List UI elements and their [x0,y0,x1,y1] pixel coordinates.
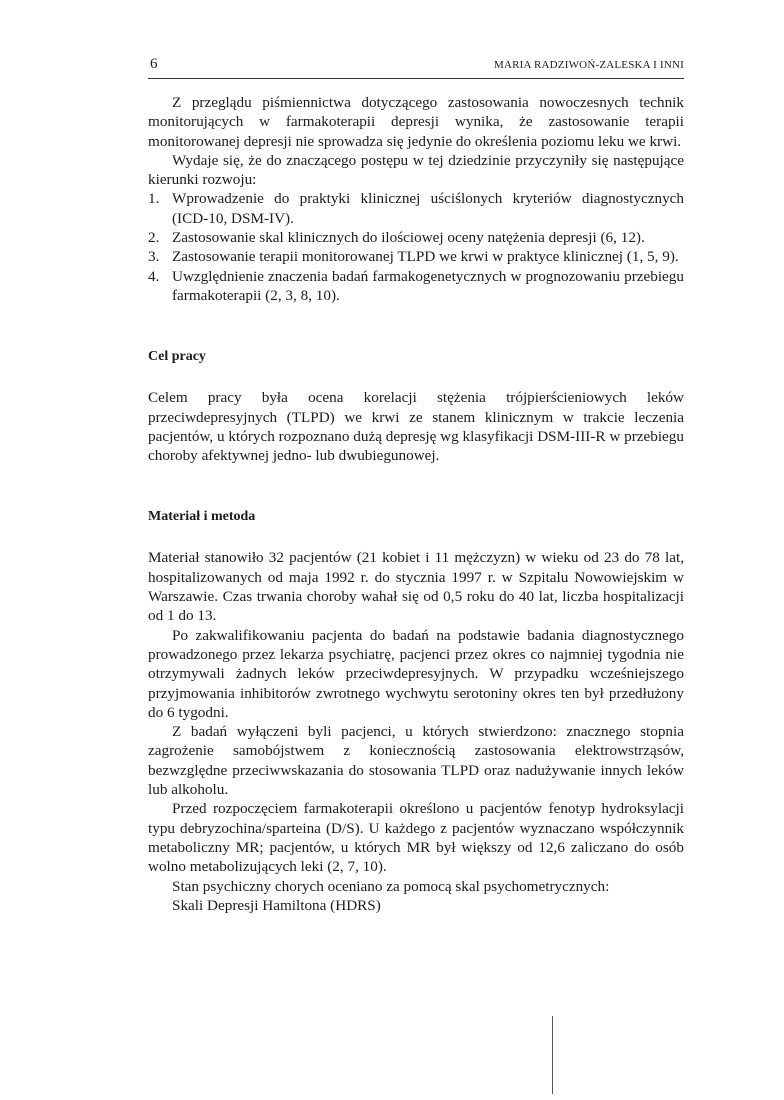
methods-paragraph: Po zakwalifikowaniu pacjenta do badań na podstawie badania diagnostycznego prowadzonego przez lekarza psychiatrę, pacjenci przez okres co najmniej tygodnia nie otrzymywali żadnych leków przeciwdepresyjnych. W przypadku wcześniejszego przyjmowania inhibitorów zwrotnego wychwytu serotoniny okres ten był przedłużony do 6 tygodni. [148,626,684,721]
list-item [148,267,684,306]
methods-paragraph: Materiał stanowiło 32 pacjentów (21 kobiet i 11 mężczyzn) w wieku od 23 do 78 lat, hospitalizowanych od maja 1992 r. do stycznia 1997 r. w Szpitalu Nowowiejskim w Warszawie. Czas trwania choroby wahał się od 0,5 roku do 40 lat, liczba hospitalizacji od 1 do 13. [148,549,684,625]
methods-paragraph: Z badań wyłączeni byli pacjenci, u których stwierdzono: znacznego stopnia zagrożenie samobójstwem z koniecznością zastosowania elektrowstrząsów, bezwzględne przeciwwskazania do stosowania TLPD oraz nadużywanie innych leków lub alkoholu. [148,723,684,799]
margin-rule [552,1016,553,1094]
page-body [148,93,684,915]
list-item-number: 4. [148,267,160,285]
list-item-text: Zastosowanie skal klinicznych do ilościowej oceny natężenia depresji (6, 12). [172,229,645,247]
intro-paragraph: Z przeglądu piśmiennictwa dotyczącego zastosowania nowoczesnych technik monitorujących w farmakoterapii depresji wynika, że zastosowanie terapii monitorowanej depresji nie sprowadza się jedynie do określenia poziomu leku we krwi. [148,94,684,150]
list-item-text: Zastosowanie terapii monitorowanej TLPD we krwi w praktyce klinicznej (1, 5, 9). [172,248,679,266]
list-item-number: 3. [148,248,160,266]
list-item-text: Wprowadzenie do praktyki klinicznej uściślonych kryteriów diagnostycznych (ICD-10, DSM-IV). [172,190,684,227]
list-item-number: 1. [148,190,160,208]
list-item [148,247,684,266]
running-head-title: MARIA RADZIWOŃ-ZALESKA I INNI [493,59,684,71]
methods-paragraph: Skali Depresji Hamiltona (HDRS) [172,896,381,914]
methods-paragraph: Stan psychiczny chorych oceniano za pomocą skal psychometrycznych: [172,877,610,895]
aim-paragraph: Celem pracy była ocena korelacji stężenia trójpierścieniowych leków przeciwdepresyjnych (TLPD) we krwi ze stanem klinicznym w trakcie leczenia pacjentów, u których rozpoznano dużą depresję wg klasyfikacji DSM-III-R w przebiegu choroby afektywnej jedno- lub dwubiegunowej. [148,389,684,465]
list-item-number: 2. [148,229,160,247]
page-number: 6 [150,56,158,72]
running-header [148,56,684,79]
methods-paragraph: Przed rozpoczęciem farmakoterapii określono u pacjentów fenotyp hydroksylacji typu debryzochina/sparteina (D/S). U każdego z pacjentów wyznaczano współczynnik metaboliczny MR; pacjentów, u których MR był większy od 12,6 zaliczano do osób wolno metabolizujących leki (2, 7, 10). [148,800,684,876]
list-item [148,228,684,247]
section-heading-aim: Cel pracy [148,349,206,365]
list-item-text: Uwzględnienie znaczenia badań farmakogenetycznych w prognozowaniu przebiegu farmakoterapii (2, 3, 8, 10). [172,267,684,304]
section-heading-methods: Materiał i metoda [148,509,256,525]
list-item [148,189,684,228]
intro-paragraph: Wydaje się, że do znaczącego postępu w tej dziedzinie przyczyniły się następujące kierunki rozwoju: [148,151,684,189]
development-directions-list [148,189,684,305]
